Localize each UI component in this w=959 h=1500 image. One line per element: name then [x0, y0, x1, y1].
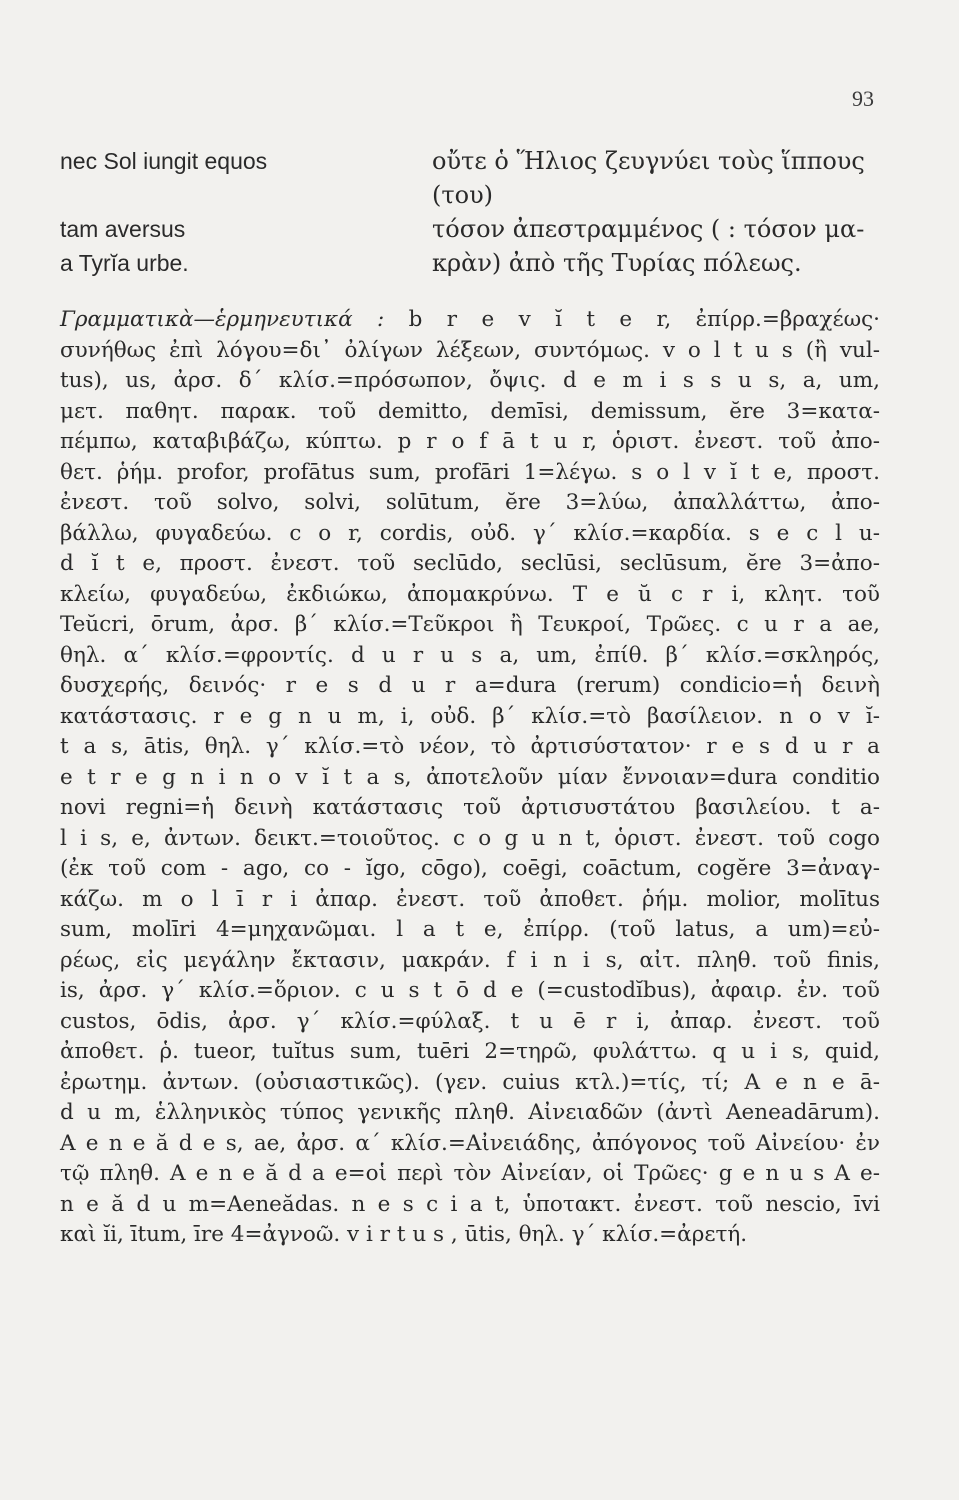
verse-row — [60, 212, 890, 246]
verse-greek: οὔτε ὁ Ἥλιος ζευγνύει τοὺς ἵππους — [432, 147, 865, 175]
verse-row — [60, 178, 890, 212]
commentary-line: ἀποθετ. ῥ. tueor, tuĭtus sum, tuēri 2=τηρῶ, φυλάττω. q u i s, quid, — [60, 1039, 880, 1064]
commentary-line: κάζω. m o l ī r i ἀπαρ. ἐνεστ. τοῦ ἀποθετ. ῥήμ. molior, molītus — [60, 886, 880, 912]
commentary-line: l i s, e, ἀντων. δεικτ.=τοιοῦτος. c o g u n t, ὁριστ. ἐνεστ. τοῦ cogo — [60, 825, 880, 851]
commentary-line: n e ă d u m=Aeneădas. n e s c i a t, ὑποτακτ. ἐνεστ. τοῦ nescio, īvi — [60, 1191, 880, 1217]
commentary-line: μετ. παθητ. παρακ. τοῦ demitto, demīsi, demissum, ĕre 3=κατα- — [60, 398, 880, 424]
commentary-line: βάλλω, φυγαδεύω. c o r, cordis, οὐδ. γ΄ κλίσ.=καρδία. s e c l u- — [60, 520, 880, 546]
commentary-block — [60, 305, 880, 1251]
verse-greek: (του) — [432, 181, 494, 209]
commentary-line: κλείω, φυγαδεύω, ἐκδιώκω, ἀπομακρύνω. T e ŭ c r i, κλητ. τοῦ — [60, 581, 880, 607]
commentary-line: πέμπω, καταβιβάζω, κύπτω. p r o f ā t u r, ὁριστ. ἐνεστ. τοῦ ἀπο- — [60, 429, 880, 454]
commentary-line: καὶ ĭi, ītum, īre 4=ἀγνοῶ. v i r t u s , ūtis, θηλ. γ΄ κλίσ.=ἀρετή. — [60, 1222, 748, 1247]
commentary-line: d u m, ἑλληνικὸς τύπος γενικῆς πληθ. Αἰνειαδῶν (ἀντὶ Aeneadārum). — [60, 1100, 880, 1125]
section-heading: Γραμματικὰ—ἑρμηνευτικά : — [60, 307, 385, 332]
commentary-text: b r e v ĭ t e r, ἐπίρρ.=βραχέως· — [408, 307, 880, 332]
verse-greek: τόσον ἀπεστραμμένος ( : τόσον μα- — [432, 215, 865, 243]
commentary-line: novi regni=ἡ δεινὴ κατάστασις τοῦ ἀρτισυστάτου βασιλείου. t a- — [60, 795, 880, 820]
commentary-line: ἐρωτημ. ἀντων. (οὐσιαστικῶς). (γεν. cuius κτλ.)=τίς, τί; A e n e ā- — [60, 1069, 880, 1095]
commentary-line: tus), us, ἀρσ. δ΄ κλίσ.=πρόσωπον, ὄψις. d e m i s s u s, a, um, — [60, 368, 880, 393]
commentary-line: is, ἀρσ. γ΄ κλίσ.=ὅριον. c u s t ō d e (=custodĭbus), ἀφαιρ. ἐν. τοῦ — [60, 978, 880, 1003]
verse-latin: nec Sol iungit equos — [60, 148, 268, 174]
commentary-line: ρέως, εἰς μεγάλην ἔκτασιν, μακράν. f i n i s, αἰτ. πληθ. τοῦ finis, — [60, 947, 880, 973]
commentary-line: συνήθως ἐπὶ λόγου=δι᾽ ὀλίγων λέξεων, συντόμως. v o l t u s (ἢ vul- — [60, 337, 880, 363]
verse-latin: tam aversus — [60, 216, 186, 242]
commentary-line: θηλ. α΄ κλίσ.=φροντίς. d u r u s a, um, ἐπίθ. β΄ κλίσ.=σκληρός, — [60, 642, 880, 668]
commentary-line: sum, molīri 4=μηχανῶμαι. l a t e, ἐπίρρ. (τοῦ latus, a um)=εὐ- — [60, 917, 880, 942]
commentary-line: δυσχερής, δεινός· r e s d u r a=dura (rerum) condicio=ἡ δεινὴ — [60, 673, 880, 698]
verse-greek: κρὰν) ἀπὸ τῆς Τυρίας πόλεως. — [432, 249, 802, 277]
verse-row — [60, 144, 890, 178]
verse-block — [60, 144, 890, 280]
commentary-heading-line — [60, 305, 880, 336]
commentary-line: custos, ōdis, ἀρσ. γ΄ κλίσ.=φύλαξ. t u ē r i, ἀπαρ. ἐνεστ. τοῦ — [60, 1008, 880, 1034]
commentary-line: d ĭ t e, προστ. ἐνεστ. τοῦ seclūdo, seclūsi, seclūsum, ĕre 3=ἀπο- — [60, 551, 880, 576]
commentary-line: κατάστασις. r e g n u m, i, οὐδ. β΄ κλίσ.=τὸ βασίλειον. n o v ĭ- — [60, 703, 880, 729]
commentary-line: τῷ πληθ. A e n e ă d a e=οἱ περὶ τὸν Αἰνείαν, οἱ Τρῶες· g e n u s A e- — [60, 1161, 880, 1186]
commentary-line: ἐνεστ. τοῦ solvo, solvi, solūtum, ĕre 3=λύω, ἀπαλλάττω, ἀπο- — [60, 490, 880, 515]
commentary-line: Teŭcri, ōrum, ἀρσ. β΄ κλίσ.=Τεῦκροι ἢ Τευκροί, Τρῶες. c u r a ae, — [60, 612, 880, 637]
commentary-line: t a s, ātis, θηλ. γ΄ κλίσ.=τὸ νέον, τὸ ἀρτισύστατον· r e s d u r a — [60, 734, 880, 759]
verse-row — [60, 246, 890, 280]
commentary-line: A e n e ă d e s, ae, ἀρσ. α΄ κλίσ.=Αἰνειάδης, ἀπόγονος τοῦ Αἰνείου· ἐν — [60, 1130, 880, 1156]
page-number: 93 — [852, 86, 874, 111]
commentary-line: (ἐκ τοῦ com - ago, co - ĭgo, cōgo), coēgi, coāctum, cogĕre 3=ἀναγ- — [60, 856, 880, 881]
commentary-line: θετ. ῥήμ. profor, profātus sum, profāri 1=λέγω. s o l v ĭ t e, προστ. — [60, 459, 880, 485]
commentary-line: e t r e g n i n o v ĭ t a s, ἀποτελοῦν μίαν ἔννοιαν=dura conditio — [60, 764, 880, 790]
verse-latin: a Tyrĭa urbe. — [60, 250, 189, 276]
